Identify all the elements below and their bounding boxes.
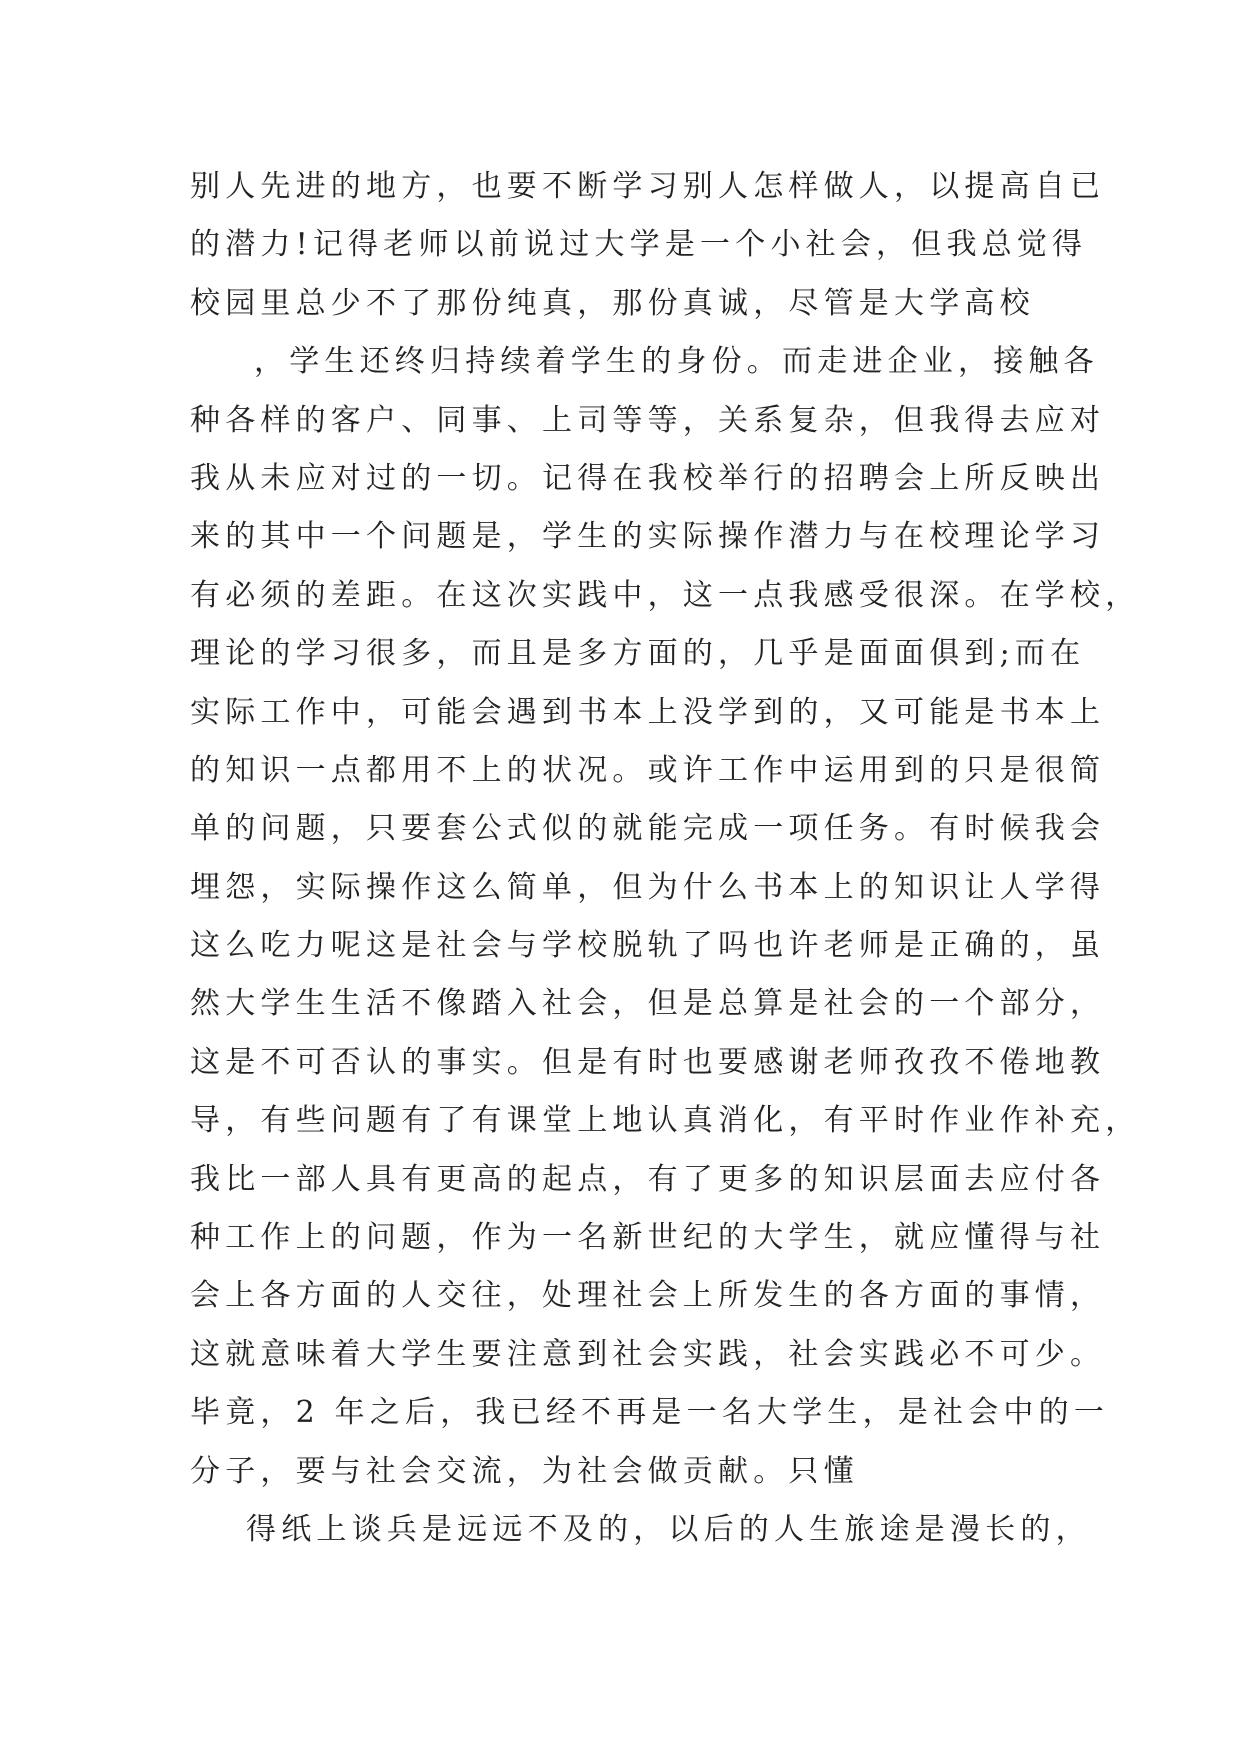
text-line: 实际工作中，可能会遇到书本上没学到的，又可能是书本上: [190, 694, 1106, 730]
text-line: 得纸上谈兵是远远不及的，以后的人生旅途是漫长的，: [246, 1511, 1091, 1547]
text-line: 这么吃力呢这是社会与学校脱轨了吗也许老师是正确的，虽: [190, 928, 1106, 964]
text-line: 然大学生生活不像踏入社会，但是总算是社会的一个部分，: [190, 986, 1106, 1022]
text-line: 种各样的客户、同事、上司等等，关系复杂，但我得去应对: [190, 402, 1106, 438]
text-line: 毕竟，2 年之后，我已经不再是一名大学生，是社会中的一: [190, 1395, 1110, 1431]
text-line: 这就意味着大学生要注意到社会实践，社会实践必不可少。: [190, 1336, 1106, 1372]
text-line: 分子，要与社会交流，为社会做贡献。只懂: [190, 1453, 859, 1489]
text-line: ，学生还终归持续着学生的身份。而走进企业，接触各: [254, 344, 1099, 380]
text-line: 有必须的差距。在这次实践中，这一点我感受很深。在学校，: [190, 577, 1141, 613]
text-line: 我比一部人具有更高的起点，有了更多的知识层面去应付各: [190, 1161, 1106, 1197]
text-line: 理论的学习很多，而且是多方面的，几乎是面面俱到;而在: [190, 636, 1086, 672]
text-line: 这是不可否认的事实。但是有时也要感谢老师孜孜不倦地教: [190, 1044, 1106, 1080]
text-line: 会上各方面的人交往，处理社会上所发生的各方面的事情，: [190, 1278, 1106, 1314]
text-line: 我从未应对过的一切。记得在我校举行的招聘会上所反映出: [190, 460, 1106, 496]
text-line: 单的问题，只要套公式似的就能完成一项任务。有时候我会: [190, 811, 1106, 847]
text-line: 来的其中一个问题是，学生的实际操作潜力与在校理论学习: [190, 519, 1106, 555]
text-line: 导，有些问题有了有课堂上地认真消化，有平时作业作补充，: [190, 1103, 1141, 1139]
text-line: 种工作上的问题，作为一名新世纪的大学生，就应懂得与社: [190, 1220, 1106, 1256]
text-line: 校园里总少不了那份纯真，那份真诚，尽管是大学高校: [190, 285, 1035, 321]
text-line: 埋怨，实际操作这么简单，但为什么书本上的知识让人学得: [190, 869, 1106, 905]
body-text: [190, 158, 1141, 1559]
text-line: 的潜力!记得老师以前说过大学是一个小社会，但我总觉得: [190, 227, 1088, 263]
text-line: 的知识一点都用不上的状况。或许工作中运用到的只是很简: [190, 752, 1106, 788]
text-line: 别人先进的地方，也要不断学习别人怎样做人，以提高自已: [190, 169, 1106, 204]
